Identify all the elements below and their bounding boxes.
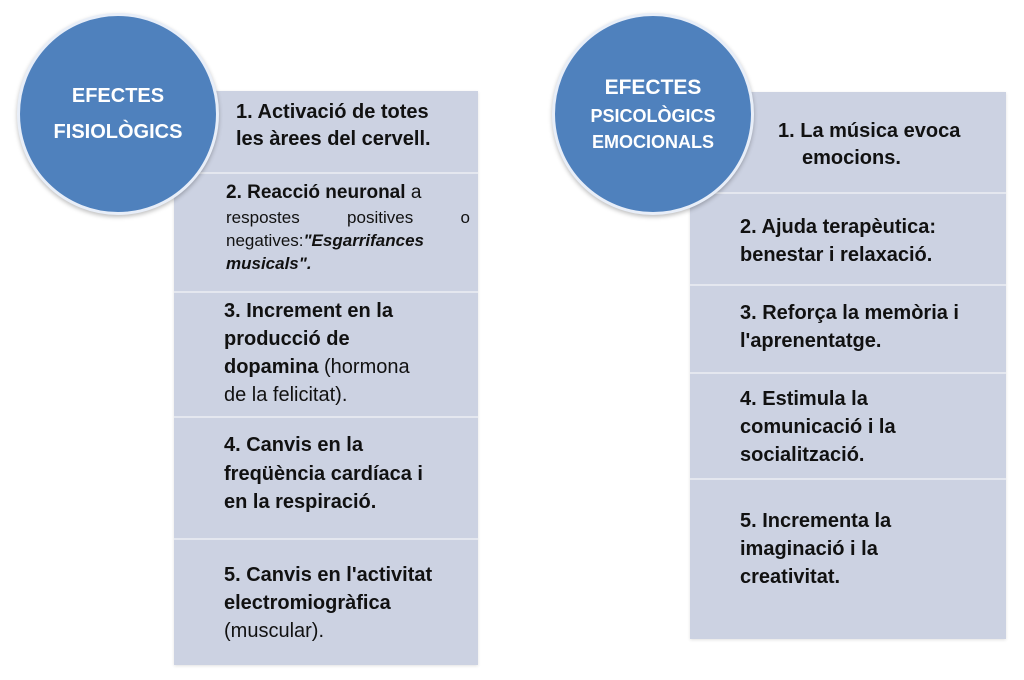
physio-item-1 — [174, 91, 478, 172]
physio-item-2-quote2: musicals". — [226, 254, 312, 273]
psych-item-2 — [690, 192, 1006, 284]
psych-item-4-line2: comunicació i la — [740, 416, 896, 438]
physio-item-2-negatives: negatives: — [226, 231, 304, 250]
physiological-effects-circle — [17, 13, 219, 215]
physio-item-2-respostes: respostes — [226, 208, 300, 227]
psych-item-3-line1: 3. Reforça la memòria i — [740, 302, 959, 324]
physio-item-3 — [174, 291, 478, 416]
psych-item-5-line1: 5. Incrementa la — [740, 510, 892, 532]
physio-item-3-normal: (hormona — [318, 356, 410, 378]
psych-item-1-line2: emocions. — [802, 147, 901, 169]
physio-item-1-line1: 1. Activació de totes — [236, 101, 429, 123]
psych-item-3-line2: l'aprenentatge. — [740, 330, 882, 352]
physio-item-2-positives: positives — [347, 208, 414, 227]
physio-item-2-a: a — [410, 182, 422, 203]
physio-item-3-bold: dopamina — [224, 356, 319, 378]
physio-item-5-line1: 5. Canvis en l'activitat — [224, 564, 433, 586]
physio-item-2-quote1: "Esgarrifances — [303, 231, 425, 250]
physio-item-1-line2: les àrees del cervell. — [236, 128, 431, 150]
physiological-effects-panel — [174, 91, 478, 665]
psych-title-line1: EFECTES — [604, 76, 702, 99]
psych-item-1-line1: 1. La música evoca — [778, 120, 961, 142]
physio-title-line2: FISIOLÒGICS — [53, 121, 183, 143]
psychological-effects-circle — [552, 13, 754, 215]
physio-item-3-line1: 3. Increment en la — [224, 300, 393, 322]
physio-item-5 — [174, 538, 478, 665]
physio-item-3-line2: producció de — [224, 328, 350, 350]
physio-item-5-line3: (muscular). — [224, 620, 325, 642]
psych-title-line2: PSICOLÒGICS — [590, 106, 716, 126]
psych-item-4-line1: 4. Estimula la — [740, 388, 868, 410]
psych-item-2-line2: benestar i relaxació. — [740, 244, 933, 266]
physio-item-4-line1: 4. Canvis en la — [224, 434, 363, 456]
psych-item-2-line1: 2. Ajuda terapèutica: — [740, 216, 936, 238]
psych-item-5-line2: imaginació i la — [740, 538, 878, 560]
physio-item-4-line3: en la respiració. — [224, 491, 377, 513]
psych-title-line3: EMOCIONALS — [591, 132, 714, 152]
physio-title-line1: EFECTES — [71, 85, 165, 107]
physio-item-2-bold: Reacció neuronal — [247, 182, 406, 203]
physio-item-2-num: 2. — [226, 182, 242, 203]
physio-item-2-line2 — [226, 207, 470, 229]
physio-item-4 — [174, 416, 478, 538]
psychological-effects-panel — [690, 92, 1006, 639]
psych-item-5 — [690, 478, 1006, 639]
physio-item-3-line4: de la felicitat). — [224, 384, 348, 406]
physio-item-2-o: o — [460, 208, 470, 227]
physio-item-5-line2: electromiogràfica — [224, 592, 391, 614]
psych-item-4-line3: socialització. — [740, 444, 865, 466]
psych-item-5-line3: creativitat. — [740, 566, 841, 588]
psych-item-4 — [690, 372, 1006, 478]
physio-item-4-line2: freqüència cardíaca i — [224, 463, 423, 485]
physio-item-2 — [174, 172, 478, 291]
psych-item-3 — [690, 284, 1006, 372]
